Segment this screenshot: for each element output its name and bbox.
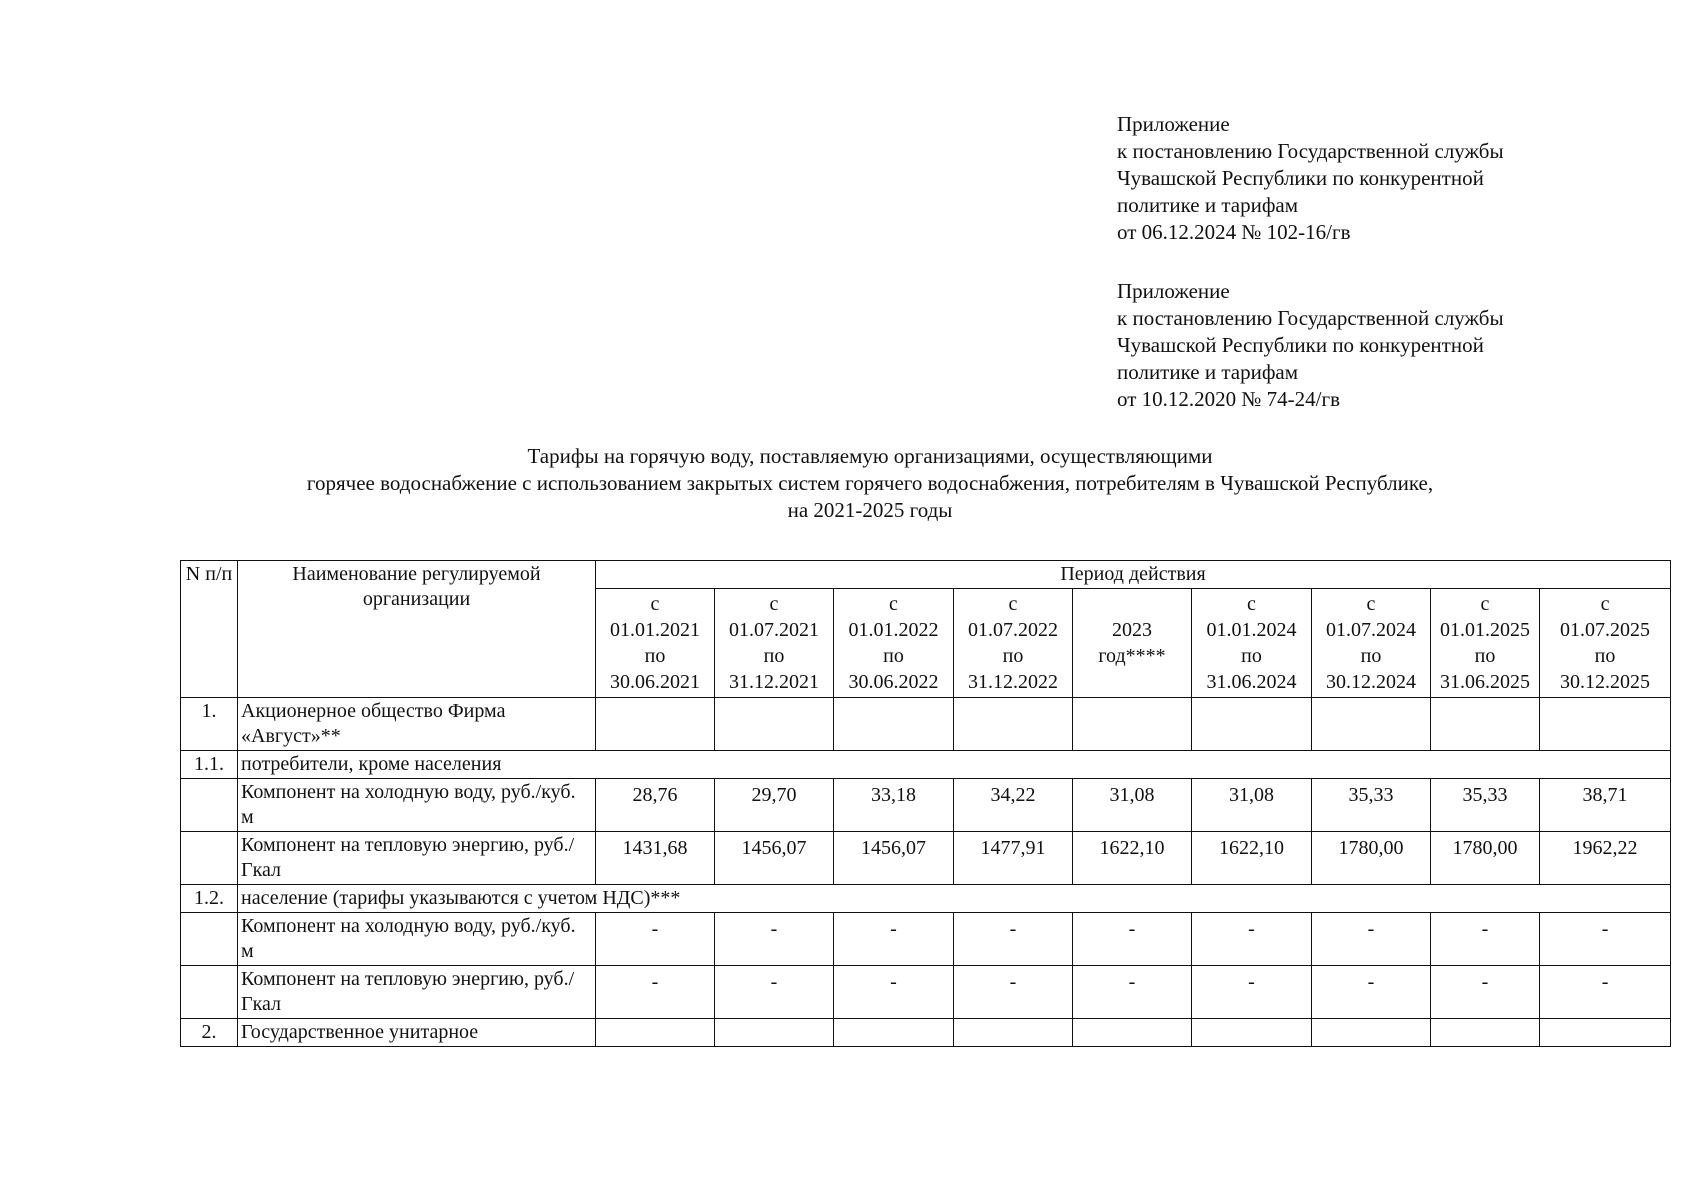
value-cell: 1456,07 [834, 832, 954, 885]
row-num [181, 913, 238, 966]
value-cell: - [1431, 966, 1540, 1019]
title-line: горячее водоснабжение с использованием закрытых систем горячего водоснабжения, потребителям в Чувашской Республике, [306, 471, 1434, 495]
row-num: 1. [181, 698, 238, 751]
tariffs-table [180, 560, 1671, 1047]
appendix-line: Приложение [1117, 279, 1230, 303]
appendix-line: Приложение [1117, 112, 1230, 136]
period-col-5: 2023 год**** [1073, 589, 1192, 698]
empty-cell [1073, 1019, 1192, 1047]
empty-cell [1431, 698, 1540, 751]
value-cell: - [954, 966, 1073, 1019]
row-name: Акционерное общество Фирма «Август»** [238, 698, 596, 751]
empty-cell [1312, 698, 1431, 751]
value-cell: 1456,07 [715, 832, 834, 885]
value-cell: 1622,10 [1073, 832, 1192, 885]
empty-cell [1540, 698, 1671, 751]
row-name: Компонент на тепловую энергию, руб./Гкал [238, 966, 596, 1019]
value-cell: 1477,91 [954, 832, 1073, 885]
value-cell: - [834, 966, 954, 1019]
row-num: 1.2. [181, 885, 238, 913]
title-line: на 2021-2025 годы [787, 498, 953, 522]
empty-cell [596, 698, 715, 751]
appendix-line: к постановлению Государственной службы [1117, 139, 1504, 163]
empty-cell [954, 698, 1073, 751]
appendix-line: к постановлению Государственной службы [1117, 306, 1504, 330]
value-cell: - [834, 913, 954, 966]
row-name: Компонент на холодную воду, руб./куб. м [238, 913, 596, 966]
header-num: N п/п [181, 561, 238, 698]
table-row-section-1-2 [181, 885, 1671, 913]
header-period: Период действия [596, 561, 1671, 589]
value-cell: - [1431, 913, 1540, 966]
appendix-block-current [1117, 111, 1504, 246]
table-row [181, 913, 1671, 966]
table-row-section-1-1 [181, 751, 1671, 779]
period-col-7: с 01.07.2024 по 30.12.2024 [1312, 589, 1431, 698]
value-cell: 31,08 [1073, 779, 1192, 832]
period-col-3: с 01.01.2022 по 30.06.2022 [834, 589, 954, 698]
empty-cell [596, 1019, 715, 1047]
value-cell: 1780,00 [1312, 832, 1431, 885]
value-cell: - [1312, 913, 1431, 966]
row-num: 2. [181, 1019, 238, 1047]
value-cell: 31,08 [1192, 779, 1312, 832]
value-cell: 35,33 [1431, 779, 1540, 832]
value-cell: - [1073, 966, 1192, 1019]
period-col-6: с 01.01.2024 по 31.06.2024 [1192, 589, 1312, 698]
period-col-2: с 01.07.2021 по 31.12.2021 [715, 589, 834, 698]
empty-cell [715, 1019, 834, 1047]
empty-cell [1540, 1019, 1671, 1047]
appendix-line: от 06.12.2024 № 102-16/гв [1117, 220, 1351, 244]
row-num [181, 832, 238, 885]
value-cell: 29,70 [715, 779, 834, 832]
empty-cell [1192, 1019, 1312, 1047]
value-cell: 35,33 [1312, 779, 1431, 832]
row-num [181, 966, 238, 1019]
value-cell: 34,22 [954, 779, 1073, 832]
appendix-line: политике и тарифам [1117, 193, 1299, 217]
appendix-line: Чувашской Республики по конкурентной [1117, 166, 1484, 190]
table-row [181, 832, 1671, 885]
value-cell: - [1192, 966, 1312, 1019]
period-col-8: с 01.01.2025 по 31.06.2025 [1431, 589, 1540, 698]
value-cell: - [1192, 913, 1312, 966]
value-cell: 1622,10 [1192, 832, 1312, 885]
value-cell: 1431,68 [596, 832, 715, 885]
header-org-name: Наименование регулируемой организации [238, 561, 596, 698]
value-cell: - [596, 913, 715, 966]
row-name: население (тарифы указываются с учетом НДС)*** [238, 885, 1671, 913]
empty-cell [834, 698, 954, 751]
table-row-org-1 [181, 698, 1671, 751]
value-cell: - [715, 913, 834, 966]
value-cell: - [1312, 966, 1431, 1019]
period-col-1: с 01.01.2021 по 30.06.2021 [596, 589, 715, 698]
empty-cell [1073, 698, 1192, 751]
empty-cell [1312, 1019, 1431, 1047]
row-num [181, 779, 238, 832]
row-name: потребители, кроме населения [238, 751, 1671, 779]
document-title [180, 443, 1560, 524]
period-col-9: с 01.07.2025 по 30.12.2025 [1540, 589, 1671, 698]
empty-cell [715, 698, 834, 751]
value-cell: 33,18 [834, 779, 954, 832]
value-cell: - [715, 966, 834, 1019]
appendix-line: политике и тарифам [1117, 360, 1299, 384]
value-cell: - [596, 966, 715, 1019]
row-name: Компонент на тепловую энергию, руб./Гкал [238, 832, 596, 885]
value-cell: 1780,00 [1431, 832, 1540, 885]
appendix-block-original [1117, 278, 1504, 413]
empty-cell [954, 1019, 1073, 1047]
value-cell: 38,71 [1540, 779, 1671, 832]
row-name: Государственное унитарное [238, 1019, 596, 1047]
title-line: Тарифы на горячую воду, поставляемую организациями, осуществляющими [527, 444, 1213, 468]
empty-cell [1192, 698, 1312, 751]
value-cell: 28,76 [596, 779, 715, 832]
empty-cell [1431, 1019, 1540, 1047]
appendix-line: Чувашской Республики по конкурентной [1117, 333, 1484, 357]
row-name: Компонент на холодную воду, руб./куб. м [238, 779, 596, 832]
table-row-org-2 [181, 1019, 1671, 1047]
value-cell: - [954, 913, 1073, 966]
period-col-4: с 01.07.2022 по 31.12.2022 [954, 589, 1073, 698]
table-row [181, 779, 1671, 832]
value-cell: - [1073, 913, 1192, 966]
row-num: 1.1. [181, 751, 238, 779]
value-cell: 1962,22 [1540, 832, 1671, 885]
table-header-row [181, 561, 1671, 589]
table-row [181, 966, 1671, 1019]
value-cell: - [1540, 966, 1671, 1019]
appendix-line: от 10.12.2020 № 74-24/гв [1117, 387, 1341, 411]
value-cell: - [1540, 913, 1671, 966]
empty-cell [834, 1019, 954, 1047]
